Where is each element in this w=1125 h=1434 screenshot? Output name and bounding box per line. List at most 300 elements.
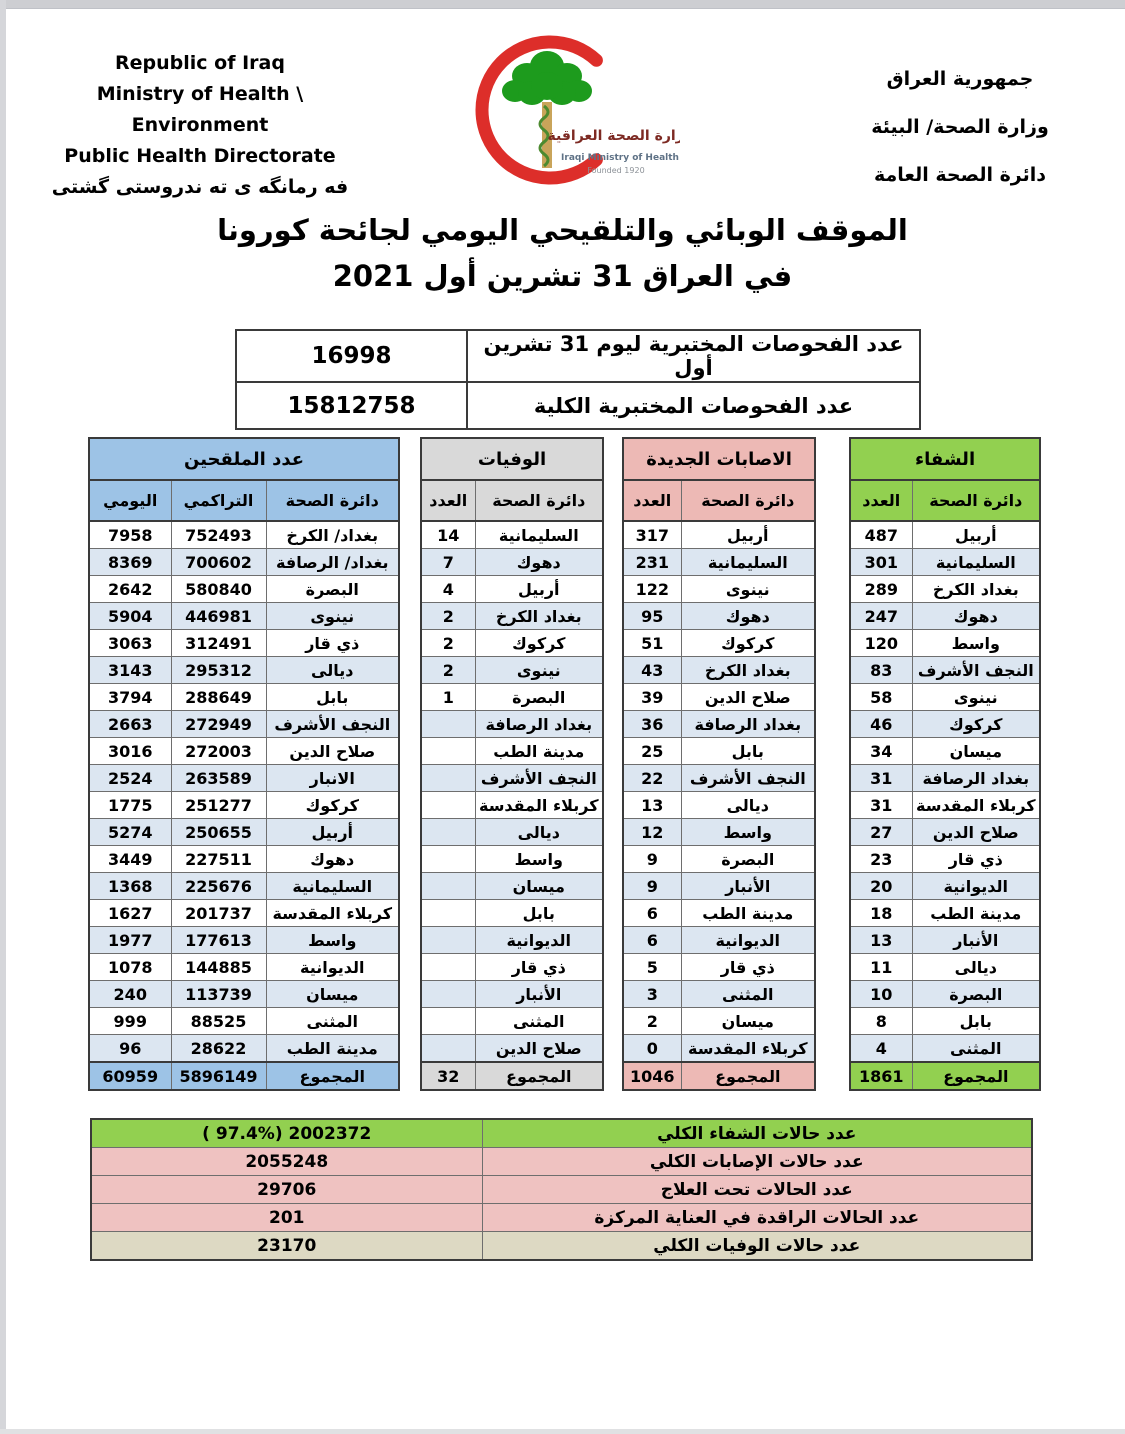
province-name: السليمانية [912,549,1040,576]
province-name: ذي قار [681,954,815,981]
province-name: البصرة [475,684,603,711]
value-cell: 12 [623,819,681,846]
value-cell: 3794 [89,684,171,711]
province-name: ميسان [681,1008,815,1035]
value-cell: 5 [623,954,681,981]
value-cell: 6 [623,927,681,954]
total-value: 23170 [91,1232,482,1261]
province-name: أربيل [681,521,815,549]
province-name: دهوك [475,549,603,576]
table-row [421,603,603,630]
table-row [421,792,603,819]
header-arabic-line1: جمهورية العراق [886,68,1034,90]
province-name: نينوى [266,603,399,630]
table-row [850,521,1040,549]
table-row [850,711,1040,738]
value-cell: 295312 [171,657,266,684]
table-row [421,765,603,792]
table-row [623,900,815,927]
value-cell: 1078 [89,954,171,981]
value-cell: 36 [623,711,681,738]
table-row [91,1119,1032,1148]
total-label: المجموع [475,1062,603,1090]
table-row [850,1008,1040,1035]
value-cell: 2 [421,630,475,657]
table-row [421,873,603,900]
province-name: كركوك [681,630,815,657]
table-row [623,1035,815,1063]
value-cell [421,846,475,873]
scan-edge-top [0,0,1125,9]
table-row [850,819,1040,846]
column-header: دائرة الصحة [475,480,603,521]
total-value: 29706 [91,1176,482,1204]
province-name: مدينة الطب [266,1035,399,1063]
table-row [850,630,1040,657]
province-name: ذي قار [912,846,1040,873]
table-row [89,1035,399,1063]
total-value: 32 [421,1062,475,1090]
lab-tests-row-total [236,382,920,429]
total-value: 5896149 [171,1062,266,1090]
table-row [89,900,399,927]
value-cell [421,954,475,981]
lab-tests-daily-label: عدد الفحوصات المختبرية ليوم 31 تشرين أول [467,330,920,382]
logo-english-text: Iraqi Ministry of Health [561,153,679,163]
table-row [89,603,399,630]
province-name: صلاح الدين [266,738,399,765]
table-row [91,1204,1032,1232]
table-row [421,1008,603,1035]
value-cell: 0 [623,1035,681,1063]
column-header: اليومي [89,480,171,521]
table-row [421,981,603,1008]
value-cell: 18 [850,900,912,927]
table-row [89,684,399,711]
value-cell: 487 [850,521,912,549]
province-name: المثنى [475,1008,603,1035]
province-name: بغداد الرصافة [681,711,815,738]
value-cell: 9 [623,846,681,873]
table-row [89,765,399,792]
table-row [850,1062,1040,1090]
value-cell: 95 [623,603,681,630]
province-name: بغداد الكرخ [912,576,1040,603]
value-cell: 177613 [171,927,266,954]
province-name: واسط [475,846,603,873]
value-cell: 289 [850,576,912,603]
table-row [850,657,1040,684]
table-row [850,549,1040,576]
table-row [421,954,603,981]
value-cell [421,981,475,1008]
value-cell [421,1035,475,1063]
value-cell [421,765,475,792]
value-cell: 227511 [171,846,266,873]
value-cell: 120 [850,630,912,657]
province-name: الديوانية [266,954,399,981]
province-name: النجف الأشرف [475,765,603,792]
value-cell: 2524 [89,765,171,792]
table-row [421,549,603,576]
table-row [89,1062,399,1090]
table-row [421,657,603,684]
value-cell: 1627 [89,900,171,927]
total-label: المجموع [681,1062,815,1090]
value-cell: 14 [421,521,475,549]
province-name: مدينة الطب [681,900,815,927]
table-row [89,576,399,603]
table-row [623,792,815,819]
province-name: البصرة [266,576,399,603]
value-cell [421,900,475,927]
province-name: واسط [681,819,815,846]
table-row [89,438,399,480]
province-name: بغداد الكرخ [681,657,815,684]
value-cell: 2663 [89,711,171,738]
new-cases-table [622,437,816,1091]
total-value: 2055248 [91,1148,482,1176]
value-cell: 3 [623,981,681,1008]
lab-tests-total-value: 15812758 [236,382,467,429]
table-row [850,738,1040,765]
value-cell: 2 [421,603,475,630]
value-cell: 1977 [89,927,171,954]
page-title-line1: الموقف الوبائي والتلقيحي اليومي لجائحة كورونا [217,213,908,247]
province-name: ميسان [475,873,603,900]
palm-tree-icon [502,51,592,105]
table-row [421,480,603,521]
province-name: البصرة [912,981,1040,1008]
column-header: التراكمي [171,480,266,521]
header-arabic-line3: دائرة الصحة العامة [873,164,1047,186]
province-name: كربلاء المقدسة [681,1035,815,1063]
province-name: المثنى [266,1008,399,1035]
lab-tests-row-daily [236,330,920,382]
value-cell: 288649 [171,684,266,711]
value-cell: 3143 [89,657,171,684]
value-cell: 88525 [171,1008,266,1035]
total-value: 1861 [850,1062,912,1090]
province-name: ذي قار [266,630,399,657]
table-row [421,684,603,711]
table-row [850,438,1040,480]
value-cell: 317 [623,521,681,549]
value-cell: 51 [623,630,681,657]
province-name: بابل [912,1008,1040,1035]
province-name: صلاح الدين [912,819,1040,846]
value-cell: 5274 [89,819,171,846]
table-row [89,954,399,981]
value-cell: 240 [89,981,171,1008]
column-header: العدد [850,480,912,521]
province-name: الديوانية [912,873,1040,900]
total-label: عدد حالات الإصابات الكلي [482,1148,1032,1176]
table-title: الوفيات [421,438,603,480]
value-cell: 999 [89,1008,171,1035]
value-cell: 4 [421,576,475,603]
table-row [89,981,399,1008]
table-title: عدد الملقحين [89,438,399,480]
value-cell: 122 [623,576,681,603]
province-name: نينوى [681,576,815,603]
value-cell [421,819,475,846]
value-cell: 8369 [89,549,171,576]
table-row [89,480,399,521]
value-cell: 23 [850,846,912,873]
table-row [421,1062,603,1090]
province-name: مدينة الطب [912,900,1040,927]
value-cell: 144885 [171,954,266,981]
column-header: العدد [623,480,681,521]
table-row [89,819,399,846]
table-row [623,846,815,873]
cumulative-totals-table [90,1118,1033,1261]
table-row [421,927,603,954]
province-name: الديوانية [475,927,603,954]
total-label: عدد الحالات تحت العلاج [482,1176,1032,1204]
column-header: دائرة الصحة [912,480,1040,521]
value-cell [421,792,475,819]
table-row [89,630,399,657]
table-row [623,480,815,521]
table-row [89,1008,399,1035]
province-name: السليمانية [475,521,603,549]
value-cell: 3016 [89,738,171,765]
province-name: بغداد الرصافة [475,711,603,738]
province-name: واسط [912,630,1040,657]
table-row [421,521,603,549]
table-row [623,576,815,603]
value-cell: 1368 [89,873,171,900]
table-row [421,630,603,657]
header-english-line3: Public Health Directorate [64,145,336,167]
recovered-table [849,437,1041,1091]
province-name: ذي قار [475,954,603,981]
province-name: ميسان [912,738,1040,765]
lab-tests-daily-value: 16998 [236,330,467,382]
table-row [850,792,1040,819]
total-label: عدد حالات الوفيات الكلي [482,1232,1032,1261]
table-row [850,954,1040,981]
lab-tests-table [235,329,921,430]
page-title [0,207,1125,299]
province-name: السليمانية [681,549,815,576]
table-row [89,873,399,900]
province-name: الأنبار [681,873,815,900]
province-name: نينوى [475,657,603,684]
column-header: العدد [421,480,475,521]
value-cell: 3063 [89,630,171,657]
province-name: أربيل [912,521,1040,549]
table-row [850,1035,1040,1063]
ministry-logo [452,20,680,202]
value-cell: 301 [850,549,912,576]
table-row [623,521,815,549]
table-row [850,576,1040,603]
province-name: أربيل [266,819,399,846]
table-row [623,438,815,480]
total-label: عدد الحالات الراقدة في العناية المركزة [482,1204,1032,1232]
value-cell: 1 [421,684,475,711]
value-cell: 752493 [171,521,266,549]
logo-founded-text: Founded 1920 [587,166,645,175]
table-row [421,1035,603,1063]
province-name: صلاح الدين [475,1035,603,1063]
value-cell: 28622 [171,1035,266,1063]
province-name: دهوك [681,603,815,630]
value-cell: 580840 [171,576,266,603]
value-cell: 7958 [89,521,171,549]
value-cell [421,711,475,738]
value-cell: 2642 [89,576,171,603]
value-cell: 231 [623,549,681,576]
value-cell: 8 [850,1008,912,1035]
table-row [623,1008,815,1035]
table-row [89,549,399,576]
vaccinated-table [88,437,400,1091]
value-cell: 22 [623,765,681,792]
value-cell: 31 [850,765,912,792]
table-row [89,927,399,954]
value-cell: 83 [850,657,912,684]
province-name: كركوك [266,792,399,819]
value-cell: 312491 [171,630,266,657]
logo-arabic-text: وزارة الصحة العراقية [547,128,680,144]
value-cell [421,738,475,765]
table-row [850,873,1040,900]
table-row [421,711,603,738]
table-row [850,684,1040,711]
province-name: بغداد/ الكرخ [266,521,399,549]
table-row [850,480,1040,521]
value-cell: 251277 [171,792,266,819]
province-name: الانبار [266,765,399,792]
table-row [421,438,603,480]
province-name: ديالى [912,954,1040,981]
table-row [89,711,399,738]
province-name: ديالى [266,657,399,684]
value-cell: 31 [850,792,912,819]
table-row [850,765,1040,792]
table-row [623,738,815,765]
total-label: المجموع [912,1062,1040,1090]
value-cell: 225676 [171,873,266,900]
value-cell: 4 [850,1035,912,1063]
province-name: بابل [475,900,603,927]
value-cell: 43 [623,657,681,684]
value-cell: 446981 [171,603,266,630]
ministry-logo-graphic [452,20,680,202]
province-name: ديالى [681,792,815,819]
table-row [850,900,1040,927]
value-cell: 2 [421,657,475,684]
province-name: دهوك [912,603,1040,630]
province-name: كركوك [912,711,1040,738]
province-name: المثنى [681,981,815,1008]
value-cell: 27 [850,819,912,846]
total-value: 1046 [623,1062,681,1090]
province-name: بغداد الكرخ [475,603,603,630]
table-row [623,954,815,981]
header-english-line2: Ministry of Health \ Environment [96,83,304,136]
table-row [623,549,815,576]
value-cell: 13 [850,927,912,954]
table-title: الاصابات الجديدة [623,438,815,480]
table-row [91,1148,1032,1176]
value-cell: 6 [623,900,681,927]
value-cell: 250655 [171,819,266,846]
table-row [421,738,603,765]
province-name: بغداد الرصافة [912,765,1040,792]
table-row [850,927,1040,954]
value-cell [421,927,475,954]
province-name: دهوك [266,846,399,873]
table-row [623,819,815,846]
table-row [89,521,399,549]
value-cell: 3449 [89,846,171,873]
value-cell [421,873,475,900]
value-cell: 58 [850,684,912,711]
province-name: النجف الأشرف [266,711,399,738]
page-title-line2: في العراق 31 تشرين أول 2021 [332,259,793,293]
value-cell: 7 [421,549,475,576]
value-cell: 113739 [171,981,266,1008]
total-value: 60959 [89,1062,171,1090]
total-label: المجموع [266,1062,399,1090]
value-cell: 247 [850,603,912,630]
value-cell: 272949 [171,711,266,738]
province-name: كربلاء المقدسة [475,792,603,819]
table-row [91,1176,1032,1204]
table-row [623,873,815,900]
province-name: النجف الأشرف [912,657,1040,684]
table-row [623,657,815,684]
header-arabic-block [830,55,1090,199]
value-cell: 263589 [171,765,266,792]
value-cell: 13 [623,792,681,819]
table-row [421,846,603,873]
header-english-line1: Republic of Iraq [115,52,285,74]
province-name: نينوى [912,684,1040,711]
table-row [91,1232,1032,1261]
table-row [850,981,1040,1008]
total-value: 201 [91,1204,482,1232]
value-cell [421,1008,475,1035]
deaths-table [420,437,604,1091]
table-row [421,576,603,603]
table-row [421,819,603,846]
table-row [623,1062,815,1090]
province-name: صلاح الدين [681,684,815,711]
value-cell: 10 [850,981,912,1008]
column-header: دائرة الصحة [266,480,399,521]
province-name: السليمانية [266,873,399,900]
province-name: بغداد/ الرصافة [266,549,399,576]
province-name: كربلاء المقدسة [912,792,1040,819]
value-cell: 46 [850,711,912,738]
table-row [89,738,399,765]
column-header: دائرة الصحة [681,480,815,521]
province-name: بابل [266,684,399,711]
value-cell: 272003 [171,738,266,765]
table-row [89,657,399,684]
table-row [89,846,399,873]
province-name: البصرة [681,846,815,873]
table-row [850,603,1040,630]
total-value: ( 97.4%) 2002372 [91,1119,482,1148]
table-row [623,765,815,792]
